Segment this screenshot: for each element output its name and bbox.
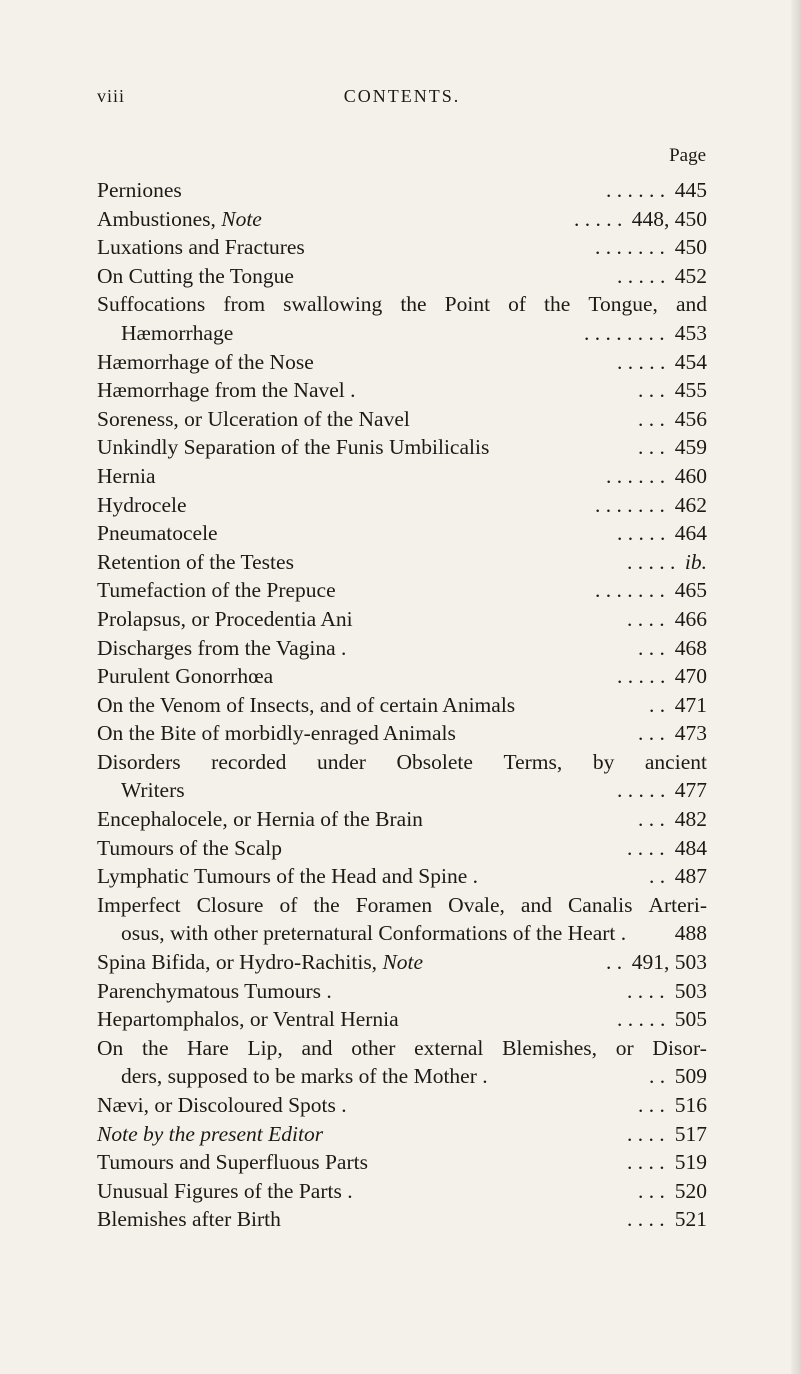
toc-word: under bbox=[316, 749, 366, 774]
toc-line bbox=[97, 1005, 707, 1034]
toc-leader-dots: . . . . . bbox=[617, 664, 666, 689]
toc-leader-dots: . . . . . bbox=[627, 549, 676, 574]
toc-line bbox=[97, 576, 707, 605]
toc-leader-dots: . . . bbox=[638, 378, 665, 403]
toc-page-number: ib. bbox=[684, 549, 707, 574]
toc-leader-dots: . . . bbox=[638, 406, 665, 431]
toc-word: Tongue, bbox=[588, 292, 658, 317]
toc-leader-dots: . . . bbox=[638, 1178, 665, 1203]
toc-word: recorded bbox=[211, 749, 287, 774]
toc-page-number: 466 bbox=[674, 606, 707, 631]
toc-page-number: 517 bbox=[674, 1121, 707, 1146]
toc-title: Soreness, or Ulceration of the Navel bbox=[97, 406, 410, 431]
toc-line bbox=[97, 1034, 707, 1063]
toc-leader-dots: . . . . . bbox=[617, 1007, 666, 1032]
toc-title: Purulent Gonorrhœa bbox=[97, 664, 274, 689]
toc-page-number: 448, 450 bbox=[631, 206, 707, 231]
toc-entry bbox=[97, 1205, 707, 1234]
toc-page-number: 521 bbox=[674, 1207, 707, 1232]
toc-line bbox=[97, 462, 707, 491]
toc-entry bbox=[97, 1034, 707, 1091]
toc-line bbox=[97, 776, 707, 805]
toc-word: Disorders bbox=[97, 749, 181, 774]
toc-title: ders, supposed to be marks of the Mother . bbox=[121, 1064, 488, 1089]
toc-page-number: 450 bbox=[674, 235, 707, 260]
toc-line bbox=[97, 376, 707, 405]
toc-entry bbox=[97, 805, 707, 834]
toc-word: ancient bbox=[644, 749, 707, 774]
toc-leader-dots: . . . . . . . bbox=[595, 235, 665, 260]
toc-page-number: 464 bbox=[674, 521, 707, 546]
toc-line bbox=[97, 519, 707, 548]
toc-page-number: 471 bbox=[674, 692, 707, 717]
toc-line bbox=[97, 262, 707, 291]
toc-line bbox=[97, 805, 707, 834]
toc-word: external bbox=[414, 1035, 484, 1060]
toc-entry bbox=[97, 491, 707, 520]
page-column-label: Page bbox=[669, 145, 706, 166]
toc-leader-dots: . . . . . . . bbox=[595, 492, 665, 517]
toc-word: On bbox=[97, 1035, 124, 1060]
toc-note-italic: Note bbox=[221, 206, 262, 231]
toc-word: Point bbox=[444, 292, 491, 317]
toc-word: the bbox=[544, 292, 571, 317]
toc-title: On Cutting the Tongue bbox=[97, 263, 294, 288]
toc-title: Blemishes after Birth bbox=[97, 1207, 281, 1232]
toc-leader-dots: . . . . . bbox=[617, 778, 666, 803]
toc-leader-dots: . . bbox=[649, 864, 666, 889]
toc-page-number: 465 bbox=[674, 578, 707, 603]
toc-page-number: 456 bbox=[674, 406, 707, 431]
toc-word: Foramen bbox=[355, 892, 433, 917]
toc-leader-dots: . . . . bbox=[627, 1150, 665, 1175]
toc-entry bbox=[97, 205, 707, 234]
toc-line bbox=[97, 1091, 707, 1120]
toc-note-italic: Note bbox=[382, 950, 424, 975]
toc-entry bbox=[97, 433, 707, 462]
toc-word: the bbox=[400, 292, 427, 317]
toc-word: Imperfect bbox=[97, 892, 181, 917]
toc-leader-dots: . . . . bbox=[627, 1207, 665, 1232]
toc-line bbox=[97, 605, 707, 634]
toc-entry bbox=[97, 462, 707, 491]
toc-page-number: 468 bbox=[674, 635, 707, 660]
toc-word: Canalis bbox=[567, 892, 633, 917]
toc-entry bbox=[97, 834, 707, 863]
toc-line bbox=[97, 233, 707, 262]
toc-line bbox=[97, 348, 707, 377]
toc-line bbox=[97, 977, 707, 1006]
toc-page-number: 519 bbox=[674, 1150, 707, 1175]
toc-page-number: 505 bbox=[674, 1007, 707, 1032]
toc-title: Luxations and Fractures bbox=[97, 235, 305, 260]
toc-page-number: 470 bbox=[674, 664, 707, 689]
toc-page-number: 459 bbox=[674, 435, 707, 460]
toc-word: of bbox=[279, 892, 298, 917]
toc-title: Hepartomphalos, or Ventral Hernia bbox=[97, 1007, 399, 1032]
toc-title: osus, with other preternatural Conformations of the Heart . bbox=[121, 921, 627, 946]
toc-line bbox=[97, 891, 707, 920]
toc-line bbox=[97, 948, 707, 977]
toc-line bbox=[97, 405, 707, 434]
toc-entry bbox=[97, 262, 707, 291]
toc-page-number: 520 bbox=[674, 1178, 707, 1203]
toc-leader-dots: . . . . . bbox=[574, 206, 623, 231]
toc-leader-dots: . . . bbox=[638, 635, 665, 660]
toc-line bbox=[97, 1205, 707, 1234]
toc-line bbox=[97, 1120, 707, 1149]
toc-page-number: 484 bbox=[674, 835, 707, 860]
toc-line bbox=[97, 491, 707, 520]
toc-page-number: 460 bbox=[674, 463, 707, 488]
toc-word: Arteri- bbox=[648, 892, 707, 917]
toc-word: or bbox=[615, 1035, 634, 1060]
toc-page-number: 477 bbox=[674, 778, 707, 803]
toc-line bbox=[97, 548, 707, 577]
toc-title: Note by the present Editor bbox=[97, 1121, 324, 1146]
toc-title: Pneumatocele bbox=[97, 521, 218, 546]
toc-leader-dots: . . bbox=[606, 950, 623, 975]
toc-page-number: 462 bbox=[674, 492, 707, 517]
toc-entry bbox=[97, 691, 707, 720]
toc-leader-dots: . . . . . bbox=[617, 263, 666, 288]
toc-word: Disor- bbox=[652, 1035, 707, 1060]
toc-line bbox=[97, 662, 707, 691]
toc-leader-dots: . . . . . . . . bbox=[584, 320, 665, 345]
toc-word: from bbox=[223, 292, 266, 317]
toc-leader-dots: . . . . . . bbox=[606, 178, 666, 202]
page-edge-shadow bbox=[791, 0, 801, 1374]
toc-page-number: 482 bbox=[674, 807, 707, 832]
folio-number: viii bbox=[97, 86, 126, 106]
toc-entry bbox=[97, 548, 707, 577]
toc-line bbox=[97, 433, 707, 462]
toc-title: Spina Bifida, or Hydro-Rachitis, Note bbox=[97, 950, 424, 975]
toc-word: Obsolete bbox=[396, 749, 473, 774]
toc-leader-dots: . . . . . . bbox=[606, 463, 666, 488]
toc-leader-dots: . . . . . . . bbox=[595, 578, 665, 603]
toc-line bbox=[97, 176, 707, 205]
toc-word: other bbox=[351, 1035, 396, 1060]
toc-title: Unkindly Separation of the Funis Umbilicalis bbox=[97, 435, 490, 460]
toc-entry bbox=[97, 977, 707, 1006]
toc-line bbox=[97, 1148, 707, 1177]
toc-page-number: 455 bbox=[674, 378, 707, 403]
toc-title: Tumours and Superfluous Parts bbox=[97, 1150, 368, 1175]
toc-leader-dots: . . . . bbox=[627, 978, 665, 1003]
toc-title: Parenchymatous Tumours . bbox=[97, 978, 332, 1003]
toc-title: Retention of the Testes bbox=[97, 549, 294, 574]
toc-line bbox=[97, 290, 707, 319]
toc-leader-dots: . . . bbox=[638, 721, 665, 746]
running-title: CONTENTS. bbox=[343, 86, 461, 106]
toc-title: Prolapsus, or Procedentia Ani bbox=[97, 606, 353, 631]
toc-title: Tumours of the Scalp bbox=[97, 835, 282, 860]
toc-leader-dots: . . . . bbox=[627, 606, 665, 631]
toc-entry bbox=[97, 348, 707, 377]
toc-entry bbox=[97, 290, 707, 347]
toc-page-number: 503 bbox=[674, 978, 707, 1003]
toc-page-number: 452 bbox=[674, 263, 707, 288]
toc-entry bbox=[97, 376, 707, 405]
toc-title: Hydrocele bbox=[97, 492, 187, 517]
toc-leader-dots: . . . . . bbox=[617, 349, 666, 374]
toc-page-number: 488 bbox=[674, 921, 707, 946]
toc-line bbox=[97, 691, 707, 720]
toc-line bbox=[97, 919, 707, 948]
toc-page-number: 473 bbox=[674, 721, 707, 746]
toc-entry bbox=[97, 233, 707, 262]
toc-page-number: 453 bbox=[674, 320, 707, 345]
toc-title: Perniones bbox=[97, 178, 182, 202]
toc-title: Unusual Figures of the Parts . bbox=[97, 1178, 353, 1203]
toc-entry bbox=[97, 719, 707, 748]
toc-page-number: 509 bbox=[674, 1064, 707, 1089]
toc-word: swallowing bbox=[283, 292, 383, 317]
toc-title: Hæmorrhage bbox=[121, 320, 234, 345]
toc-word: of bbox=[508, 292, 526, 317]
toc-entry bbox=[97, 748, 707, 805]
toc-title: Encephalocele, or Hernia of the Brain bbox=[97, 807, 423, 832]
toc-word: Hare bbox=[187, 1035, 229, 1060]
toc-word: the bbox=[313, 892, 340, 917]
toc-entry bbox=[97, 948, 707, 977]
toc-word: Ovale, bbox=[448, 892, 505, 917]
toc-title: On the Venom of Insects, and of certain Animals bbox=[97, 692, 516, 717]
toc-leader-dots: . . bbox=[649, 1064, 666, 1089]
toc-word: Lip, bbox=[247, 1035, 283, 1060]
toc-title: On the Bite of morbidly-enraged Animals bbox=[97, 721, 456, 746]
toc-line bbox=[97, 748, 707, 777]
toc-word: Blemishes, bbox=[502, 1035, 598, 1060]
toc-entry bbox=[97, 405, 707, 434]
toc-page-number: 487 bbox=[674, 864, 707, 889]
toc-line bbox=[97, 634, 707, 663]
toc-entry bbox=[97, 1177, 707, 1206]
table-of-contents bbox=[97, 176, 707, 1234]
toc-title: Hæmorrhage from the Navel . bbox=[97, 378, 356, 403]
toc-word: the bbox=[142, 1035, 169, 1060]
toc-line bbox=[97, 1062, 707, 1091]
toc-word: Suffocations bbox=[97, 292, 206, 317]
toc-entry bbox=[97, 1091, 707, 1120]
toc-title: Nævi, or Discoloured Spots . bbox=[97, 1093, 347, 1117]
toc-word: and bbox=[675, 292, 707, 317]
toc-title: Ambustiones, Note bbox=[97, 206, 262, 231]
toc-entry bbox=[97, 576, 707, 605]
toc-entry bbox=[97, 176, 707, 205]
toc-title: Writers bbox=[121, 778, 185, 803]
toc-word: Closure bbox=[196, 892, 264, 917]
toc-entry bbox=[97, 1005, 707, 1034]
toc-title: Tumefaction of the Prepuce bbox=[97, 578, 336, 603]
toc-page-number: 516 bbox=[674, 1093, 707, 1117]
toc-page-number: 491, 503 bbox=[631, 950, 707, 975]
toc-entry bbox=[97, 634, 707, 663]
toc-title: Discharges from the Vagina . bbox=[97, 635, 347, 660]
toc-entry bbox=[97, 662, 707, 691]
toc-line bbox=[97, 862, 707, 891]
toc-leader-dots: . . . bbox=[638, 435, 665, 460]
toc-line bbox=[97, 1177, 707, 1206]
toc-line bbox=[97, 834, 707, 863]
toc-line bbox=[97, 719, 707, 748]
toc-entry bbox=[97, 605, 707, 634]
toc-title: Lymphatic Tumours of the Head and Spine . bbox=[97, 864, 478, 889]
toc-leader-dots: . . bbox=[649, 692, 666, 717]
toc-leader-dots: . . . bbox=[638, 807, 665, 832]
toc-page-number: 445 bbox=[674, 178, 707, 202]
toc-entry bbox=[97, 1120, 707, 1149]
toc-entry bbox=[97, 1148, 707, 1177]
toc-entry bbox=[97, 862, 707, 891]
toc-leader-dots: . . . . bbox=[627, 835, 665, 860]
toc-leader-dots: . . . bbox=[638, 1093, 665, 1117]
toc-word: Terms, bbox=[503, 749, 563, 774]
toc-title: Hæmorrhage of the Nose bbox=[97, 349, 314, 374]
toc-page-number: 454 bbox=[674, 349, 707, 374]
toc-word: and bbox=[520, 892, 552, 917]
toc-title: Hernia bbox=[97, 463, 156, 488]
toc-line bbox=[97, 205, 707, 234]
toc-entry bbox=[97, 519, 707, 548]
toc-word: by bbox=[592, 749, 615, 774]
toc-leader-dots: . . . . . bbox=[617, 521, 666, 546]
toc-line bbox=[97, 319, 707, 348]
toc-leader-dots: . . . . bbox=[627, 1121, 665, 1146]
toc-word: and bbox=[301, 1035, 333, 1060]
toc-entry bbox=[97, 891, 707, 948]
